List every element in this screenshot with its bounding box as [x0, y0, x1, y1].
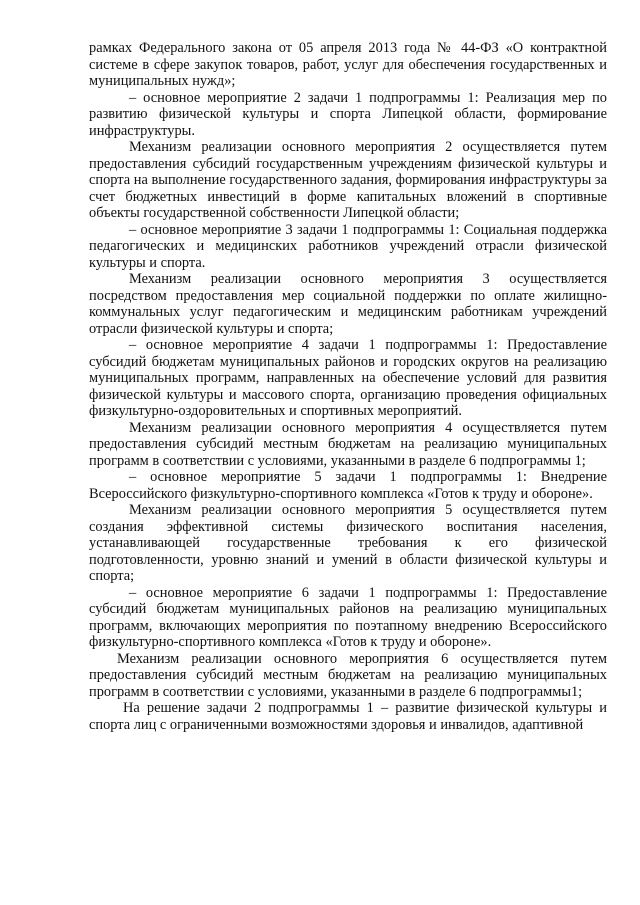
paragraph: Механизм реализации основного мероприятия 2 осуществляется путем предоставления субсидий государственным учреждениям физической культуры и спорта на выполнение государственного задания, формирования инфраструктуры за счет бюджетных инвестиций в форме капитальных вложений в спортивные объекты государственной собственности Липецкой области;	[89, 139, 607, 221]
paragraph: Механизм реализации основного мероприятия 5 осуществляется путем создания эффективной системы физического воспитания населения, устанавливающей государственные требования к его физической подготовленности, уровню знаний и умений в области физической культуры и спорта;	[89, 502, 607, 584]
paragraph: Механизм реализации основного мероприятия 3 осуществляется посредством предоставления мер социальной поддержки по оплате жилищно-коммунальных услуг педагогическим и медицинским работникам учреждений отрасли физической культуры и спорта;	[89, 271, 607, 337]
document-page	[89, 40, 607, 733]
list-item-paragraph: – основное мероприятие 6 задачи 1 подпрограммы 1: Предоставление субсидий бюджетам муниципальных районов на реализацию муниципальных программ, включающих мероприятия по поэтапному внедрению Всероссийского физкультурно-спортивного комплекса «Готов к труду и обороне».	[89, 584, 607, 650]
paragraph: Механизм реализации основного мероприятия 4 осуществляется путем предоставления субсидий местным бюджетам на реализацию муниципальных программ в соответствии с условиями, указанными в разделе 6 подпрограммы 1;	[89, 419, 607, 469]
paragraph: Механизм реализации основного мероприятия 6 осуществляется путем предоставления субсидий местным бюджетам на реализацию муниципальных программ в соответствии с условиями, указанными в разделе 6 подпрограммы1;	[89, 650, 607, 700]
list-item-paragraph: – основное мероприятие 3 задачи 1 подпрограммы 1: Социальная поддержка педагогических и медицинских работников учреждений отрасли физической культуры и спорта.	[89, 221, 607, 271]
list-item-paragraph: – основное мероприятие 4 задачи 1 подпрограммы 1: Предоставление субсидий бюджетам муниципальных районов и городских округов на реализацию муниципальных программ, направленных на обеспечение условий для развития физической культуры и массового спорта, организацию проведения официальных физкультурно-оздоровительных и спортивных мероприятий.	[89, 337, 607, 419]
list-item-paragraph: – основное мероприятие 5 задачи 1 подпрограммы 1: Внедрение Всероссийского физкультурно-спортивного комплекса «Готов к труду и обороне».	[89, 469, 607, 502]
paragraph: рамках Федерального закона от 05 апреля 2013 года № 44-ФЗ «О контрактной системе в сфере закупок товаров, работ, услуг для обеспечения государственных и муниципальных нужд»;	[89, 40, 607, 89]
paragraph: На решение задачи 2 подпрограммы 1 – развитие физической культуры и спорта лиц с ограниченными возможностями здоровья и инвалидов, адаптивной	[89, 700, 607, 733]
list-item-paragraph: – основное мероприятие 2 задачи 1 подпрограммы 1: Реализация мер по развитию физической культуры и спорта Липецкой области, формирование инфраструктуры.	[89, 89, 607, 139]
